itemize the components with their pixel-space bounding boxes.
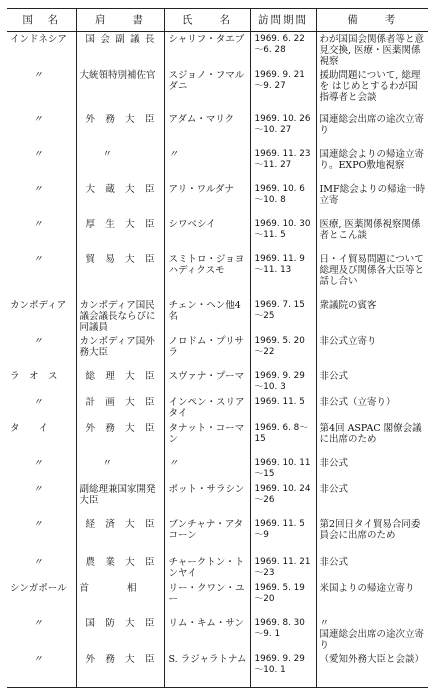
cell-period: 1969. 10. 26 ～10. 27: [250, 112, 316, 147]
cell-country: 〃: [33, 519, 43, 530]
cell-title: 外務大臣: [76, 112, 164, 147]
cell-country: ラ オ ス: [10, 371, 58, 382]
cell-title: 外務大臣: [76, 652, 164, 687]
cell-country: インドネシア: [10, 34, 67, 45]
cell-country: 〃: [33, 458, 43, 469]
header-period: 訪問期間: [250, 9, 316, 32]
cell-country: カンボディア: [10, 300, 67, 311]
cell-country: 〃: [33, 184, 43, 195]
cell-title: 〃: [76, 456, 164, 482]
cell-remarks: 非公式: [316, 482, 428, 517]
table-row: [7, 581, 428, 616]
table-row: [7, 369, 428, 395]
cell-period: 1969. 11. 21 ～23: [250, 555, 316, 581]
cell-name: アダム・マリク: [164, 112, 250, 147]
cell-remarks: 非公式: [316, 369, 428, 395]
cell-title: 外務大臣: [76, 421, 164, 456]
table-row: [7, 252, 428, 298]
table-row: [7, 395, 428, 421]
table-row: [7, 517, 428, 555]
cell-remarks: 非公式: [316, 555, 428, 581]
cell-name: リム・キム・サン: [164, 616, 250, 652]
table-row: [7, 652, 428, 687]
cell-remarks: 第2回日タイ貿易合同委員会に出席のため: [316, 517, 428, 555]
cell-title: 貿易大臣: [76, 252, 164, 298]
cell-name: シワベシイ: [164, 217, 250, 252]
cell-name: ボット・サラシン: [164, 482, 250, 517]
cell-title: 大統領特別補佐官: [76, 68, 164, 112]
cell-remarks: IMF総会よりの帰途一時立寄: [316, 182, 428, 217]
cell-country: 〃: [33, 397, 43, 408]
table-row: [7, 182, 428, 217]
cell-period: 1969. 9. 21 ～9. 27: [250, 68, 316, 112]
cell-period: 1969. 7. 15 ～25: [250, 298, 316, 334]
cell-title: 国防大臣: [76, 616, 164, 652]
cell-title: 経済大臣: [76, 517, 164, 555]
table-row: [7, 298, 428, 334]
cell-title: カンボディア国外務大臣: [76, 334, 164, 369]
cell-name: シャリフ・タエブ: [164, 32, 250, 69]
cell-country: 〃: [33, 254, 43, 265]
cell-title: カンボディア国民議会議長ならびに同議員: [76, 298, 164, 334]
table-row: [7, 616, 428, 652]
cell-remarks: 非公式立寄り: [316, 334, 428, 369]
cell-title: 計画大臣: [76, 395, 164, 421]
table-row: [7, 112, 428, 147]
cell-title: 大蔵大臣: [76, 182, 164, 217]
cell-period: 1969. 5. 19 ～20: [250, 581, 316, 616]
visitors-table: [7, 8, 428, 688]
cell-remarks: 〃 国連総会出席の途次立寄り: [316, 616, 428, 652]
cell-country: 〃: [33, 149, 43, 160]
cell-country: シンガポール: [10, 583, 67, 594]
cell-name: スヴァナ・プーマ: [164, 369, 250, 395]
cell-period: 1969. 10. 11 ～15: [250, 456, 316, 482]
cell-title: 総理大臣: [76, 369, 164, 395]
cell-name: ブンチャナ・アタコーン: [164, 517, 250, 555]
cell-name: チャークトン・トンヤイ: [164, 555, 250, 581]
cell-country: 〃: [33, 336, 43, 347]
table-row: [7, 421, 428, 456]
cell-remarks: 国連総会よりの帰途立寄り。EXPO敷地視察: [316, 147, 428, 182]
cell-title: 厚生大臣: [76, 217, 164, 252]
cell-name: リー・クワン・ユー: [164, 581, 250, 616]
cell-title: 〃: [76, 147, 164, 182]
header-name: 氏 名: [164, 9, 250, 32]
header-title: 肩 書: [76, 9, 164, 32]
cell-remarks: 衆議院の賓客: [316, 298, 428, 334]
cell-period: 1969. 11. 23 ～11. 27: [250, 147, 316, 182]
cell-remarks: （愛知外務大臣と会談）: [316, 652, 428, 687]
cell-name: ノロドム・プリサラ: [164, 334, 250, 369]
cell-name: チェン・ヘン他4名: [164, 298, 250, 334]
cell-name: スジョノ・フマルダニ: [164, 68, 250, 112]
table-body: [7, 32, 428, 688]
cell-remarks: 医療, 医薬関係視察関係者とこん談: [316, 217, 428, 252]
cell-country: 〃: [33, 114, 43, 125]
cell-period: 1969. 5. 20 ～22: [250, 334, 316, 369]
cell-remarks: 第4回 ASPAC 閣僚会議に出席のため: [316, 421, 428, 456]
cell-remarks: 非公式: [316, 456, 428, 482]
table-row: [7, 334, 428, 369]
table-row: [7, 482, 428, 517]
cell-title: 首 相: [76, 581, 164, 616]
cell-remarks: 国連総会出席の途次立寄り: [316, 112, 428, 147]
cell-name: 〃: [164, 147, 250, 182]
cell-period: 1969. 10. 6 ～10. 8: [250, 182, 316, 217]
cell-country: タ イ: [10, 423, 49, 434]
table-row: [7, 32, 428, 69]
cell-country: 〃: [33, 70, 43, 81]
cell-period: 1969. 10. 24 ～26: [250, 482, 316, 517]
cell-period: 1969. 11. 5: [250, 395, 316, 421]
cell-period: 1969. 6. 8～ 15: [250, 421, 316, 456]
cell-title: 農業大臣: [76, 555, 164, 581]
cell-period: 1969. 9. 29 ～10. 3: [250, 369, 316, 395]
cell-country: 〃: [33, 618, 43, 629]
cell-title: 国会副議長: [76, 32, 164, 69]
cell-name: アリ・ワルダナ: [164, 182, 250, 217]
cell-period: 1969. 11. 9 ～11. 13: [250, 252, 316, 298]
cell-period: 1969. 8. 30 ～9. 1: [250, 616, 316, 652]
table-row: [7, 217, 428, 252]
cell-period: 1969. 11. 5 ～9: [250, 517, 316, 555]
cell-remarks: 米国よりの帰途立寄り: [316, 581, 428, 616]
cell-remarks: 日・イ貿易問題について総理及び関係各大臣等と話し合い: [316, 252, 428, 298]
cell-period: 1969. 10. 30 ～11. 5: [250, 217, 316, 252]
cell-title: 副総理兼国家開発大臣: [76, 482, 164, 517]
cell-country: 〃: [7, 652, 76, 687]
cell-period: 1969. 9. 29 ～10. 1: [250, 652, 316, 687]
table-row: [7, 555, 428, 581]
cell-remarks: 援助問題について, 総理を はじめとするわが国指導者と会談: [316, 68, 428, 112]
header-country: 国 名: [7, 9, 76, 32]
header-remarks: 備 考: [316, 9, 428, 32]
cell-name: S. ラジャラトナム: [164, 652, 250, 687]
cell-remarks: 非公式（立寄り）: [316, 395, 428, 421]
cell-name: タナット・コーマン: [164, 421, 250, 456]
table-row: [7, 147, 428, 182]
cell-name: スミトロ・ジョヨハディクスモ: [164, 252, 250, 298]
table-header-row: [7, 9, 428, 32]
visitor-table-page: [7, 8, 428, 675]
cell-country: 〃: [33, 557, 43, 568]
cell-country: 〃: [33, 219, 43, 230]
cell-remarks: わが国国会関係者等と意見交換, 医療・医薬関係視察: [316, 32, 428, 69]
cell-period: 1969. 6. 22 ～6. 28: [250, 32, 316, 69]
cell-name: インペン・スリアタイ: [164, 395, 250, 421]
cell-country: 〃: [33, 484, 43, 495]
cell-name: 〃: [164, 456, 250, 482]
table-row: [7, 68, 428, 112]
table-row: [7, 456, 428, 482]
